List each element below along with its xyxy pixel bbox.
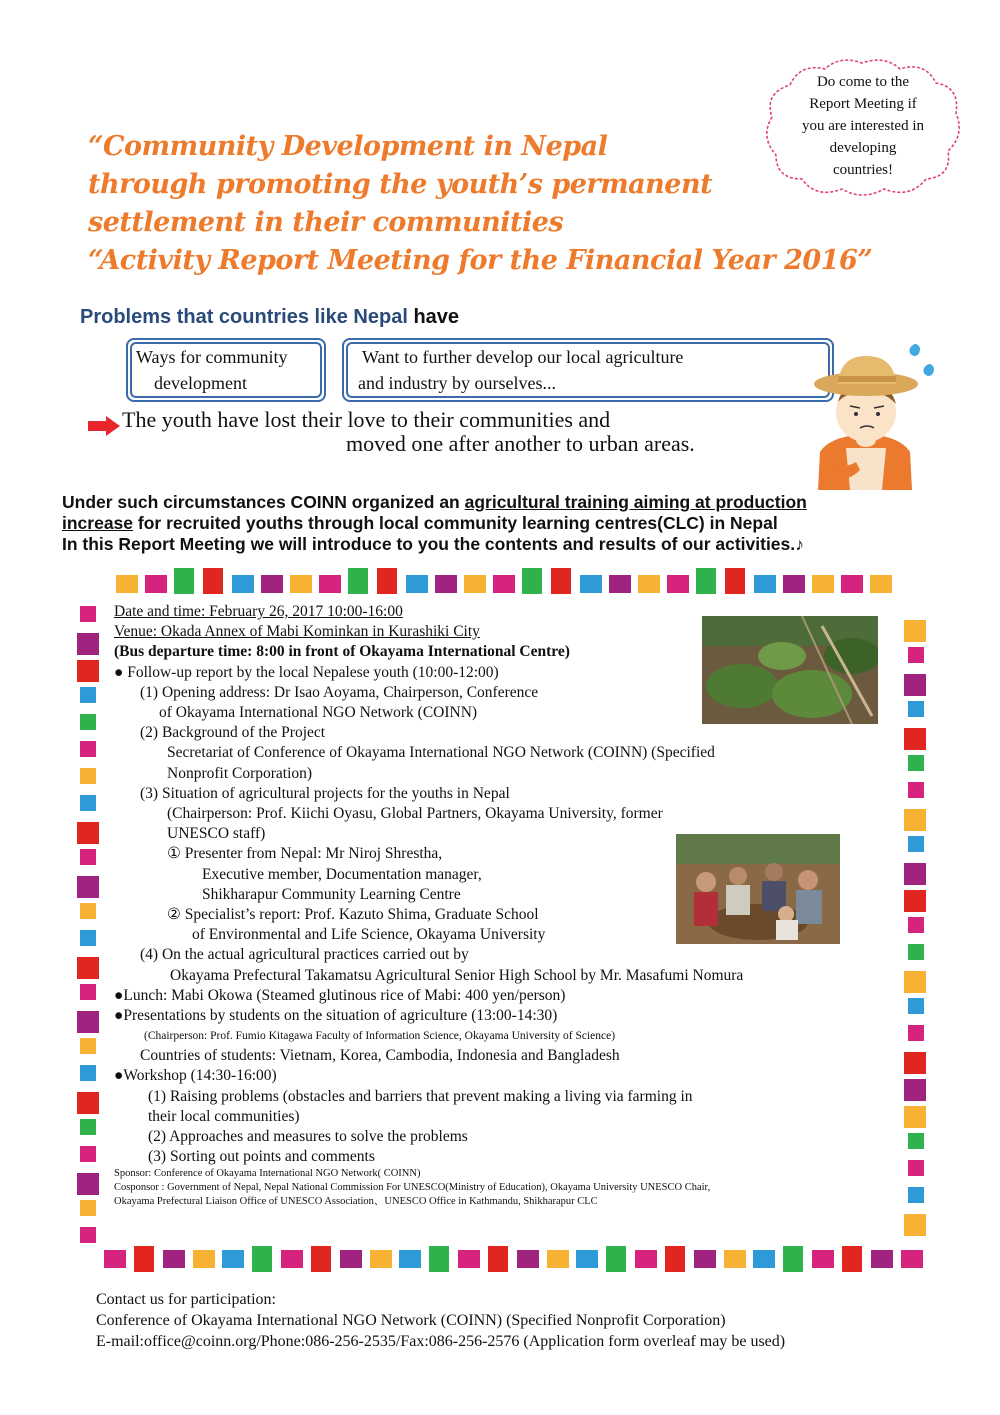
decorative-square: [904, 1079, 926, 1101]
decorative-square: [406, 575, 428, 593]
decorative-square: [290, 575, 312, 593]
decorative-square: [783, 575, 805, 593]
program-item: (4) On the actual agricultural practices carried out by: [140, 946, 469, 964]
decorative-square: [904, 674, 926, 696]
decorative-square: [908, 836, 924, 852]
cosponsor-info: Cosponsor : Government of Nepal, Nepal National Commission For UNESCO(Ministry of Education), Okayama University UNESCO Chair,: [114, 1182, 711, 1194]
workshop-info: ●Workshop (14:30-16:00): [114, 1067, 277, 1085]
decorative-square: [77, 1092, 99, 1114]
intro-underlined: increase: [62, 513, 134, 533]
decorative-square: [80, 1227, 96, 1243]
countries-info: Countries of students: Vietnam, Korea, Cambodia, Indonesia and Bangladesh: [140, 1047, 620, 1065]
decorative-square: [80, 1119, 96, 1135]
decorative-square: [77, 876, 99, 898]
decorative-square: [80, 1200, 96, 1216]
decorative-square: [116, 575, 138, 593]
problem-box-community: [126, 338, 326, 402]
lunch-info: ●Lunch: Mabi Okowa (Steamed glutinous rice of Mabi: 400 yen/person): [114, 986, 566, 1004]
decorative-square: [399, 1250, 421, 1268]
decorative-square: [609, 575, 631, 593]
decorative-square: [134, 1246, 154, 1272]
problems-heading-suffix: have: [413, 306, 460, 328]
decorative-square: [261, 575, 283, 593]
decorative-square: [193, 1250, 215, 1268]
decorative-square: [694, 1250, 716, 1268]
decorative-square: [754, 575, 776, 593]
program-item: (Chairperson: Prof. Kiichi Oyasu, Global Partners, Okayama University, former: [167, 805, 663, 823]
decorative-square: [80, 768, 96, 784]
decorative-square: [340, 1250, 362, 1268]
decorative-square: [80, 687, 96, 703]
decorative-square: [488, 1246, 508, 1272]
title-line: “Community Development in Nepal: [88, 131, 608, 162]
decorative-square: [80, 903, 96, 919]
problems-heading-text: Problems that countries like Nepal: [80, 306, 408, 328]
contact-block: [96, 1289, 785, 1352]
decorative-square: [464, 575, 486, 593]
title-line: “Activity Report Meeting for the Financial Year 2016”: [88, 245, 873, 276]
program-item: Shikharapur Community Learning Centre: [202, 885, 461, 903]
decorative-square: [908, 647, 924, 663]
decorative-square: [232, 575, 254, 593]
decorative-square: [252, 1246, 272, 1272]
decorative-square: [908, 917, 924, 933]
decorative-square: [841, 575, 863, 593]
decorative-square: [163, 1250, 185, 1268]
decorative-square: [348, 568, 368, 594]
decorative-square: [77, 957, 99, 979]
problems-heading: [80, 306, 459, 329]
decorative-square: [576, 1250, 598, 1268]
decorative-square: [908, 1187, 924, 1203]
problem-box-agriculture: [342, 338, 834, 402]
problem-box-line: development: [154, 373, 247, 393]
decorative-square: [319, 575, 341, 593]
decorative-square: [904, 1214, 926, 1236]
decorative-square: [80, 1065, 96, 1081]
decorative-square: [904, 1052, 926, 1074]
workshop-item: (2) Approaches and measures to solve the problems: [148, 1128, 468, 1146]
decorative-square: [908, 782, 924, 798]
decorative-square: [281, 1250, 303, 1268]
decorative-square: [80, 1038, 96, 1054]
youth-statement-cont: moved one after another to urban areas.: [346, 431, 695, 456]
program-item: ① Presenter from Nepal: Mr Niroj Shrestha,: [167, 845, 443, 863]
cosponsor-info: Okayama Prefectural Liaison Office of UNESCO Association、UNESCO Office in Kathmandu, Shikharapur CLC: [114, 1196, 598, 1208]
problem-box-line: Want to further develop our local agriculture: [362, 347, 684, 367]
decorative-square: [222, 1250, 244, 1268]
program-item: UNESCO staff): [167, 825, 266, 843]
intro-line: [62, 513, 962, 534]
decorative-square: [638, 575, 660, 593]
program-item: of Okayama International NGO Network (COINN): [159, 704, 478, 722]
decorative-square: [904, 620, 926, 642]
decorative-square: [493, 575, 515, 593]
intro-text: Under such circumstances COINN organized an: [62, 492, 465, 512]
decorative-square: [908, 1160, 924, 1176]
decorative-square: [145, 575, 167, 593]
program-item: ② Specialist’s report: Prof. Kazuto Shima, Graduate School: [167, 906, 539, 924]
decorative-square: [908, 944, 924, 960]
youth-statement: The youth have lost their love to their communities and: [122, 407, 611, 432]
problem-box-line: and industry by ourselves...: [358, 373, 556, 393]
title-line: settlement in their communities: [88, 207, 564, 238]
decorative-square: [80, 795, 96, 811]
right-arrow-icon: [88, 416, 120, 441]
contact-line: Contact us for participation:: [96, 1291, 276, 1308]
decorative-square: [80, 1146, 96, 1162]
decorative-square: [77, 660, 99, 682]
contact-line: E-mail:office@coinn.org/Phone:086-256-2535/Fax:086-256-2576 (Application form overleaf may be used): [96, 1333, 786, 1350]
intro-underlined: agricultural training aiming at production: [464, 492, 807, 512]
decorative-square: [77, 1173, 99, 1195]
program-item: Executive member, Documentation manager,: [202, 865, 482, 883]
decorative-square: [80, 714, 96, 730]
decorative-square: [812, 575, 834, 593]
decorative-square: [435, 575, 457, 593]
decorative-square: [908, 1133, 924, 1149]
decorative-square: [551, 568, 571, 594]
decorative-square: [908, 755, 924, 771]
decorative-square: [580, 575, 602, 593]
bubble-line: Do come to the: [816, 74, 910, 90]
chairperson-info: (Chairperson: Prof. Fumio Kitagawa Faculty of Information Science, Okayama University of Science): [144, 1030, 616, 1043]
decorative-square: [904, 890, 926, 912]
intro-line: In this Report Meeting we will introduce to you the contents and results of our activities.♪: [62, 534, 804, 554]
decorative-square: [606, 1246, 626, 1272]
event-venue: Venue: Okada Annex of Mabi Kominkan in Kurashiki City: [114, 623, 480, 641]
decorative-square: [80, 849, 96, 865]
program-item: (1) Opening address: Dr Isao Aoyama, Chairperson, Conference: [140, 683, 539, 701]
decorative-square: [77, 822, 99, 844]
program-item: Nonprofit Corporation): [167, 764, 313, 782]
decorative-square: [80, 606, 96, 622]
decorative-square: [904, 971, 926, 993]
decorative-square: [547, 1250, 569, 1268]
decorative-square: [174, 568, 194, 594]
decorative-square: [904, 1106, 926, 1128]
decorative-square: [871, 1250, 893, 1268]
decorative-square: [429, 1246, 449, 1272]
followup-report: ● Follow-up report by the local Nepalese youth (10:00-12:00): [114, 663, 499, 681]
decorative-square: [696, 568, 716, 594]
title-line: through promoting the youth’s permanent: [88, 169, 713, 200]
decorative-square: [665, 1246, 685, 1272]
decorative-square: [80, 984, 96, 1000]
decorative-square: [842, 1246, 862, 1272]
decorative-square: [725, 568, 745, 594]
decorative-square: [904, 863, 926, 885]
decorative-square: [783, 1246, 803, 1272]
sponsor-info: Sponsor: Conference of Okayama International NGO Network( COINN): [114, 1168, 421, 1180]
event-date: Date and time: February 26, 2017 10:00-16:00: [114, 603, 403, 620]
program-item: (3) Situation of agricultural projects for the youths in Nepal: [140, 784, 510, 802]
program-item: (2) Background of the Project: [140, 724, 326, 742]
event-details: [114, 602, 889, 1209]
program-item: Okayama Prefectural Takamatsu Agricultural Senior High School by Mr. Masafumi Nomura: [170, 966, 744, 984]
decorative-square: [635, 1250, 657, 1268]
decorative-square: [104, 1250, 126, 1268]
decorative-square: [370, 1250, 392, 1268]
program-item: Secretariat of Conference of Okayama International NGO Network (COINN) (Specified: [167, 744, 715, 762]
bubble-line: you are interested in: [801, 118, 925, 134]
decorative-square: [203, 568, 223, 594]
workshop-item: (1) Raising problems (obstacles and barriers that prevent making a living via farming in: [148, 1087, 693, 1105]
intro-line: [62, 492, 962, 513]
decorative-square: [901, 1250, 923, 1268]
bubble-line: countries!: [833, 162, 893, 178]
decorative-square: [908, 701, 924, 717]
decorative-square: [908, 998, 924, 1014]
decorative-square: [908, 1025, 924, 1041]
decorative-square: [77, 633, 99, 655]
workshop-item: (3) Sorting out points and comments: [148, 1148, 375, 1166]
contact-line: Conference of Okayama International NGO Network (COINN) (Specified Nonprofit Corporation): [96, 1312, 726, 1329]
decorative-square: [904, 728, 926, 750]
problem-box-line: Ways for community: [136, 347, 288, 367]
decorative-square: [904, 809, 926, 831]
decorative-square: [80, 741, 96, 757]
intro-text: for recruited youths through local community learning centres(CLC) in Nepal: [133, 513, 778, 533]
bubble-line: developing: [829, 140, 897, 156]
decorative-square: [77, 1011, 99, 1033]
intro-paragraph: [62, 492, 962, 555]
decorative-square: [377, 568, 397, 594]
program-item: of Environmental and Life Science, Okayama University: [192, 926, 546, 944]
decorative-square: [517, 1250, 539, 1268]
decorative-square: [870, 575, 892, 593]
decorative-square: [522, 568, 542, 594]
worried-farmer-illustration: [800, 340, 940, 490]
presentations-info: ●Presentations by students on the situation of agriculture (13:00-14:30): [114, 1007, 558, 1025]
decorative-square: [812, 1250, 834, 1268]
workshop-item: their local communities): [148, 1107, 300, 1125]
decorative-square: [667, 575, 689, 593]
decorative-square: [80, 930, 96, 946]
decorative-square: [724, 1250, 746, 1268]
decorative-square: [753, 1250, 775, 1268]
bus-departure: (Bus departure time: 8:00 in front of Okayama International Centre): [114, 643, 570, 661]
decorative-square: [458, 1250, 480, 1268]
decorative-square: [311, 1246, 331, 1272]
bubble-line: Report Meeting if: [809, 96, 917, 112]
